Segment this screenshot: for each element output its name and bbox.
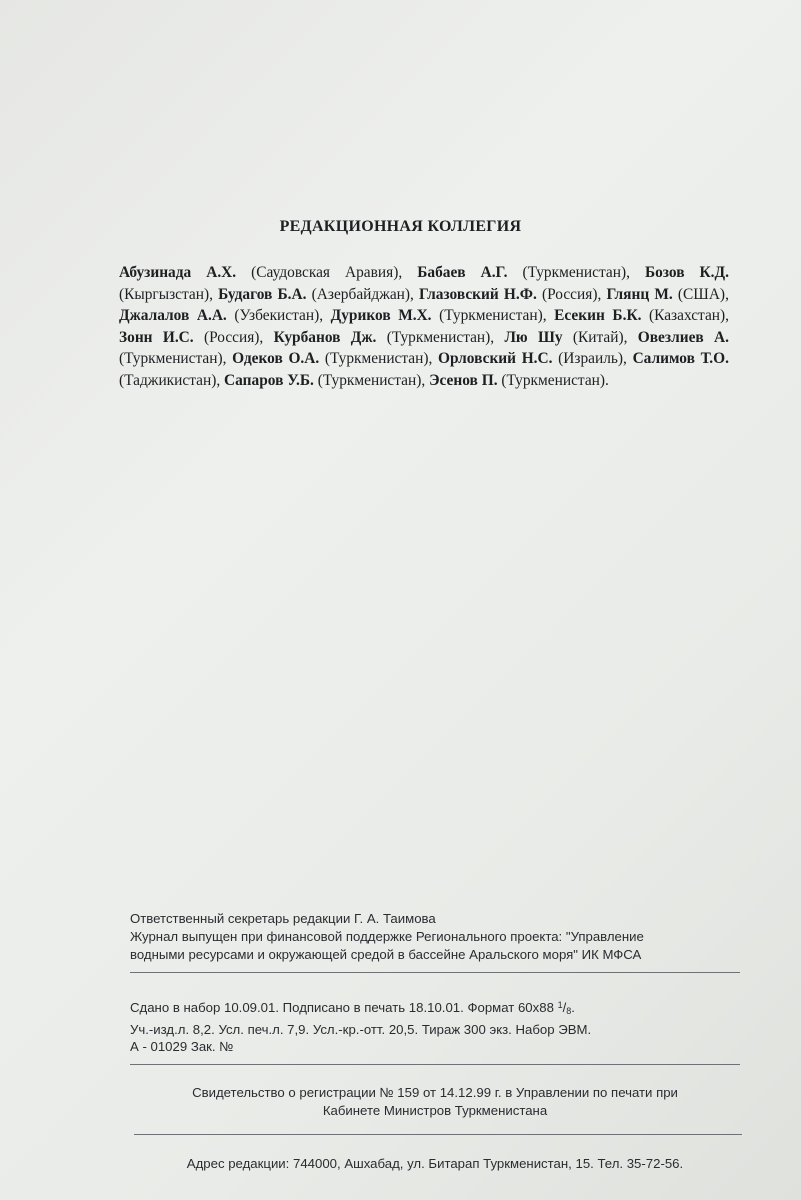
board-member (274, 329, 495, 346)
member-name: Зонн И.С. (119, 328, 194, 346)
member-country: (Азербайджан), (311, 285, 414, 303)
board-member (119, 307, 323, 324)
board-member (606, 286, 728, 303)
member-name: Салимов Т.О. (632, 350, 729, 368)
member-country: (Туркменистан), (439, 307, 547, 325)
board-member (218, 286, 414, 303)
member-name: Абузинада А.Х. (119, 264, 237, 281)
member-name: Курбанов Дж. (273, 328, 377, 346)
funding-note (130, 928, 740, 963)
board-member (417, 264, 630, 281)
member-country: (Россия), (541, 285, 602, 303)
address-line: Адрес редакции: 744000, Ашхабад, ул. Битарап Туркменистан, 15. Тел. 35-72-56. (186, 1156, 684, 1171)
board-member (419, 286, 601, 303)
editorial-address (130, 1155, 740, 1173)
print-details (130, 997, 740, 1056)
editorial-board-heading: РЕДАКЦИОННАЯ КОЛЛЕГИЯ (279, 218, 522, 235)
divider-2 (130, 1064, 740, 1065)
member-name: Орловский Н.С. (438, 350, 553, 368)
member-country: (Саудовская Аравия), (251, 264, 403, 281)
print-line-3: А - 01029 Зак. № (130, 1039, 234, 1054)
funding-line-1: Журнал выпущен при финансовой поддержке Регионального проекта: "Управление (130, 929, 644, 944)
board-member (119, 329, 263, 346)
board-member (504, 329, 627, 346)
member-country: (Израиль), (558, 350, 627, 368)
print-line-2: Уч.-изд.л. 8,2. Усл. печ.л. 7,9. Усл.-кр.-отт. 20,5. Тираж 300 экз. Набор ЭВМ. (130, 1021, 592, 1037)
member-name: Сапаров У.Б. (224, 371, 314, 389)
member-country: (Туркменистан), (317, 371, 426, 389)
member-name: Есекин Б.К. (554, 307, 642, 325)
member-name: Бабаев А.Г. (417, 264, 508, 281)
member-country: (Кыргызстан), (119, 285, 213, 303)
member-name: Джалалов А.А. (119, 307, 227, 325)
board-member (554, 307, 729, 324)
board-member (224, 372, 425, 389)
board-member (119, 264, 402, 281)
print-line-1: Сдано в набор 10.09.01. Подписано в печать 18.10.01. Формат 60х88 $^1$/8. (130, 1000, 575, 1016)
registration-note (130, 1084, 740, 1119)
divider-3 (134, 1134, 742, 1135)
board-member (429, 372, 609, 389)
member-name: Будагов Б.А. (218, 285, 307, 303)
member-name: Лю Шу (504, 328, 563, 346)
member-country: (Узбекистан), (234, 307, 324, 325)
member-country: (Туркменистан). (501, 371, 609, 389)
editorial-board-list (119, 262, 729, 392)
registration-line-1: Свидетельство о регистрации № 159 от 14.12.99 г. в Управлении по печати при (192, 1085, 678, 1100)
member-country: (США), (677, 285, 729, 303)
member-name: Глянц М. (606, 285, 673, 303)
board-member (232, 350, 432, 367)
member-country: (Туркменистан), (324, 350, 433, 368)
member-country: (Таджикистан), (119, 371, 221, 389)
funding-line-2: водными ресурсами и окружающей средой в бассейне Аральского моря" ИК МФСА (130, 946, 642, 962)
member-country: (Казахстан), (649, 307, 729, 325)
member-name: Одеков О.А. (232, 350, 320, 368)
member-country: (Китай), (572, 328, 628, 346)
member-country: (Россия), (203, 328, 264, 346)
member-name: Эсенов П. (429, 371, 498, 389)
responsible-secretary (130, 910, 740, 928)
divider-1 (130, 972, 740, 973)
member-name: Бозов К.Д. (644, 264, 729, 281)
member-name: Овезлиев А. (637, 328, 729, 346)
board-member (331, 307, 547, 324)
member-name: Глазовский Н.Ф. (419, 285, 537, 303)
registration-line-2: Кабинете Министров Туркменистана (322, 1102, 548, 1118)
board-member (438, 350, 627, 367)
member-country: (Туркменистан), (386, 328, 495, 346)
secretary-line: Ответственный секретарь редакции Г. А. Таимова (130, 911, 436, 926)
member-country: (Туркменистан), (119, 350, 227, 368)
member-name: Дуриков М.Х. (330, 307, 432, 325)
member-country: (Туркменистан), (522, 264, 630, 281)
